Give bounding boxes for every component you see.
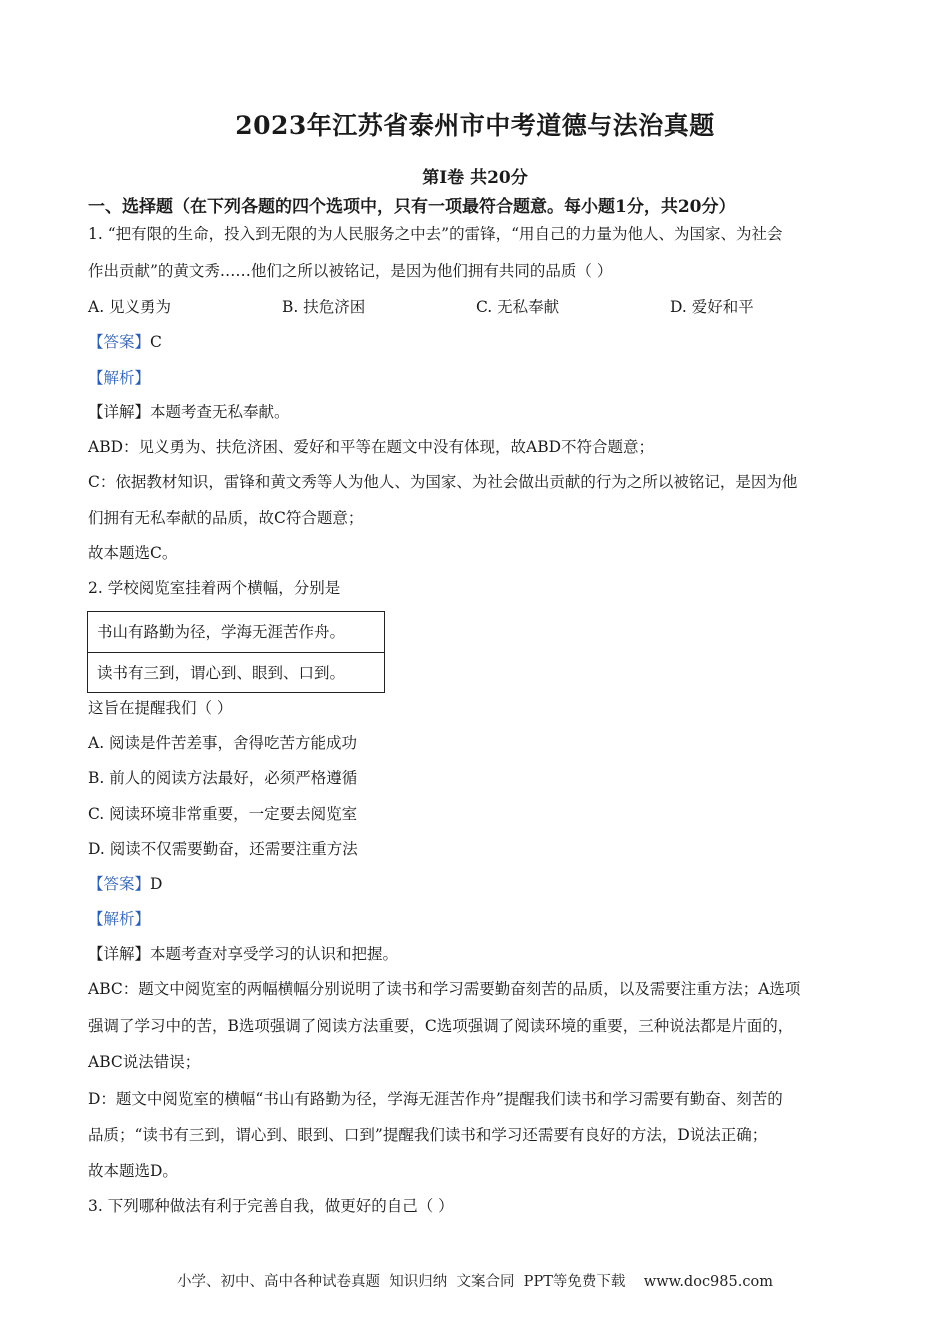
q1-option-c: C. 无私奉献 xyxy=(476,298,560,316)
q2-option-a: A. 阅读是件苦差事，舍得吃苦方能成功 xyxy=(88,734,358,752)
section-heading: 第Ⅰ卷 共20分 xyxy=(422,168,528,188)
q1-option-a: A. 见义勇为 xyxy=(88,298,172,316)
q2-analysis-tag: 【解析】 xyxy=(88,910,151,928)
q2-option-b: B. 前人的阅读方法最好，必须严格遵循 xyxy=(88,769,358,787)
q2-stem-line-1: 2. 学校阅览室挂着两个横幅，分别是 xyxy=(88,579,341,597)
banner-row: 书山有路勤为径，学海无涯苦作舟。 xyxy=(97,623,346,641)
q3-stem-line-1: 3. 下列哪种做法有利于完善自我，做更好的自己（ ） xyxy=(88,1197,454,1215)
q1-answer-line xyxy=(88,332,162,352)
q1-stem-line-1: 1. “把有限的生命，投入到无限的为人民服务之中去”的雷锋，“用自己的力量为他人、为国家、为社会 xyxy=(88,225,783,243)
banner-table xyxy=(87,611,385,693)
q1-answer-value: C xyxy=(150,333,162,351)
page-footer: 小学、初中、高中各种试卷真题 知识归纳 文案合同 PPT等免费下载 www.doc985.com xyxy=(177,1274,773,1290)
q2-option-c: C. 阅读环境非常重要，一定要去阅览室 xyxy=(88,805,358,823)
q1-explanation-line-1: ABD：见义勇为、扶危济困、爱好和平等在题文中没有体现，故ABD不符合题意； xyxy=(88,438,655,456)
q2-explanation-line-2: 强调了学习中的苦，B选项强调了阅读方法重要，C选项强调了阅读环境的重要，三种说法都是片面的， xyxy=(88,1017,794,1035)
q1-answer-tag: 【答案】 xyxy=(88,333,151,351)
q1-explanation-line-4: 故本题选C。 xyxy=(88,544,178,562)
q2-option-d: D. 阅读不仅需要勤奋，还需要注重方法 xyxy=(88,840,358,858)
q2-answer-line xyxy=(88,874,162,894)
q2-detail: 【详解】本题考查对享受学习的认识和把握。 xyxy=(88,945,399,963)
q1-option-d: D. 爱好和平 xyxy=(670,298,754,316)
q1-explanation-line-3: 们拥有无私奉献的品质，故C符合题意； xyxy=(88,509,364,527)
q2-explanation-line-3: ABC说法错误； xyxy=(88,1053,201,1071)
banner-row: 读书有三到，谓心到、眼到、口到。 xyxy=(88,652,384,693)
q2-explanation-line-6: 故本题选D。 xyxy=(88,1162,178,1180)
q2-explanation-line-1: ABC：题文中阅览室的两幅横幅分别说明了读书和学习需要勤奋刻苦的品质，以及需要注重方法；A选项 xyxy=(88,980,801,998)
q1-explanation-line-2: C：依据教材知识，雷锋和黄文秀等人为他人、为国家、为社会做出贡献的行为之所以被铭记，是因为他 xyxy=(88,473,798,491)
q2-answer-value: D xyxy=(150,875,163,893)
q2-explanation-line-4: D：题文中阅览室的横幅“书山有路勤为径，学海无涯苦作舟”提醒我们读书和学习需要有勤奋、刻苦的 xyxy=(88,1090,783,1108)
part-heading: 一、选择题（在下列各题的四个选项中，只有一项最符合题意。每小题1分，共20分） xyxy=(88,197,736,217)
q1-analysis-tag: 【解析】 xyxy=(88,369,151,387)
q1-option-b: B. 扶危济困 xyxy=(282,298,366,316)
q1-detail: 【详解】本题考查无私奉献。 xyxy=(88,403,290,421)
doc-title: 2023年江苏省泰州市中考道德与法治真题 xyxy=(235,111,715,140)
q2-stem-line-2: 这旨在提醒我们（ ） xyxy=(88,699,233,717)
q1-stem-line-2: 作出贡献”的黄文秀……他们之所以被铭记，是因为他们拥有共同的品质（ ） xyxy=(88,262,613,280)
q2-answer-tag: 【答案】 xyxy=(88,875,151,893)
q2-explanation-line-5: 品质；“读书有三到，谓心到、眼到、口到”提醒我们读书和学习还需要有良好的方法，D说法正确； xyxy=(88,1126,768,1144)
